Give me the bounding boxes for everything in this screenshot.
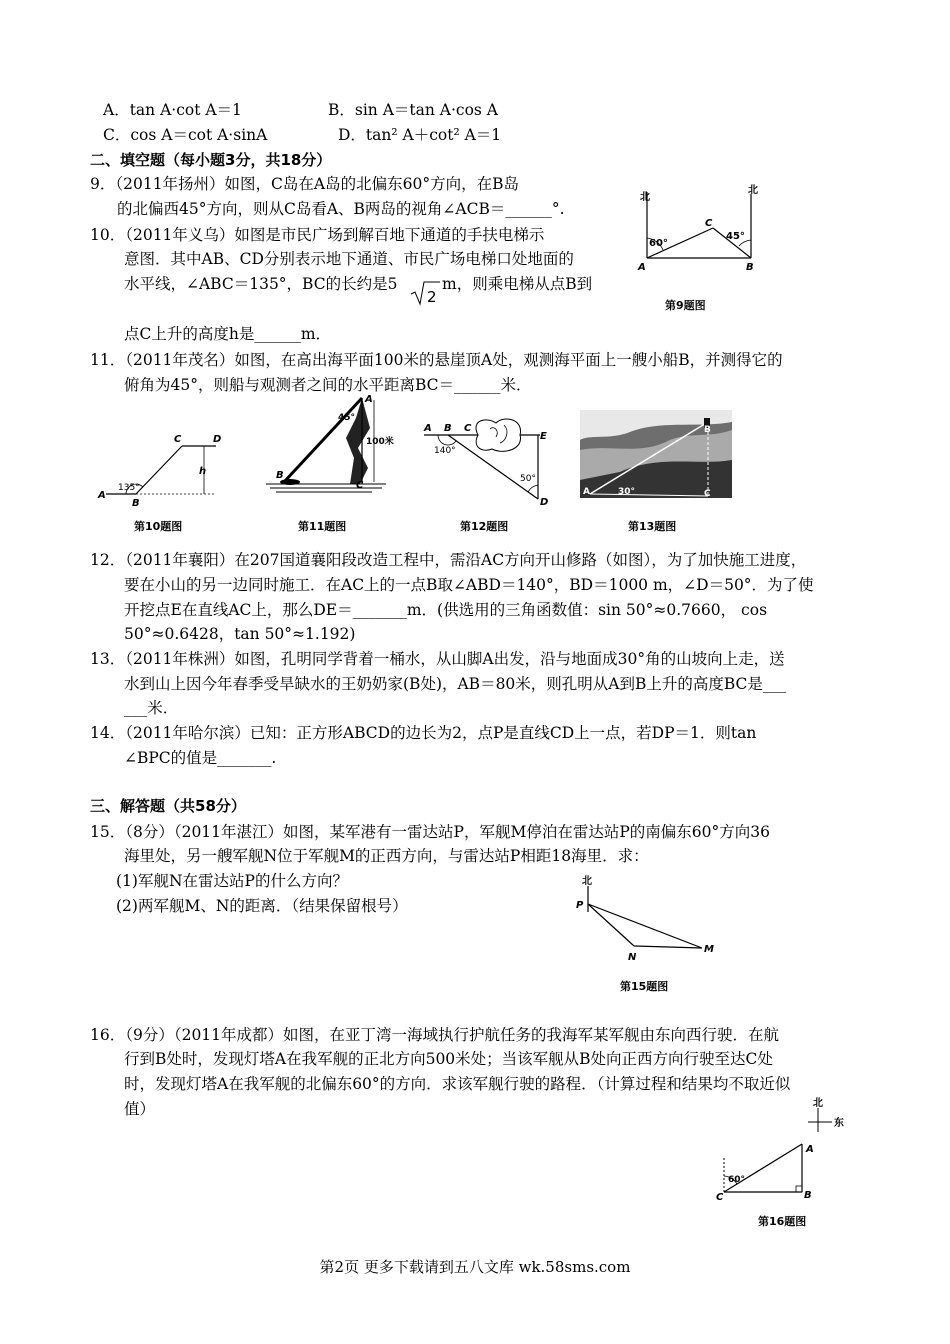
q14-line1: 14．（2011年哈尔滨）已知：正方形ABCD的边长为2，点P是直线CD上一点，若DP＝1．则tan	[90, 724, 757, 742]
q9-line1: 9．（2011年扬州）如图，C岛在A岛的北偏东60°方向，在B岛	[90, 175, 519, 193]
choice-b: B．sin A＝tan A·cos A	[328, 101, 498, 119]
section3-heading: 三、解答题（共58分）	[90, 797, 246, 815]
fig12-angle1: 140°	[434, 446, 456, 456]
fig15-label-p: P	[576, 900, 584, 911]
fig11-height: 100米	[366, 437, 394, 447]
q15-sub2: (2)两军舰M、N的距离．（结果保留根号）	[116, 897, 408, 915]
fig10-angle: 135°	[118, 483, 140, 493]
q13-line3: ___米．	[124, 699, 179, 717]
fig15-label-n: N	[628, 952, 637, 963]
q13-line1: 13．（2011年株洲）如图，孔明同学背着一桶水，从山脚A出发，沿与地面成30°角的山坡向上走，送	[90, 650, 785, 668]
fig9-angle2: 45°	[726, 231, 745, 242]
fig15-north: 北	[582, 876, 592, 887]
fig16-caption: 第16题图	[758, 1215, 807, 1228]
q10-line4: 点C上升的高度h是______m．	[124, 325, 332, 343]
fig12-label-a: A	[424, 423, 432, 434]
q16-line1: 16．（9分）（2011年成都）如图，在亚丁湾一海域执行护航任务的我海军某军舰由东向西行驶．在航	[90, 1026, 780, 1044]
q12-line1: 12．（2011年襄阳）在207国道襄阳段改造工程中，需沿AC方向开山修路（如图），为了加快施工进度，	[90, 551, 807, 569]
figure-10	[96, 430, 236, 530]
q12-line4: 50°≈0.6428，tan 50°≈1.192)	[124, 625, 356, 643]
fig16-north: 北	[813, 1098, 823, 1109]
q10-line3a: 水平线，∠ABC＝135°，BC的长约是5	[124, 275, 398, 293]
fig9-label-a: A	[638, 262, 646, 273]
fig13-label-c: C	[704, 489, 711, 499]
choice-a: A．tan A·cot A＝1	[103, 101, 242, 119]
fig13-label-b: B	[704, 425, 711, 435]
fig10-label-b: B	[132, 498, 140, 509]
fig10-label-h: h	[199, 466, 207, 477]
figure-12	[420, 415, 560, 515]
fig13-angle: 30°	[618, 487, 636, 497]
fig9-label-c: C	[705, 218, 713, 229]
fig16-label-a: A	[806, 1144, 814, 1155]
choice-c: C．cos A＝cot A·sinA	[103, 126, 268, 144]
figure-16	[712, 1092, 852, 1202]
fig12-label-b: B	[444, 423, 452, 434]
fig16-east: 东	[834, 1118, 844, 1129]
choice-d: D．tan² A＋cot² A＝1	[338, 126, 502, 144]
fig13-caption: 第13题图	[628, 520, 677, 533]
q10-line1: 10．（2011年义乌）如图是市民广场到解百地下通道的手扶电梯示	[90, 226, 545, 244]
fig11-caption: 第11题图	[298, 520, 347, 533]
q12-line3: 开挖点E在直线AC上，那么DE＝_______m．(供选用的三角函数值：sin 50°≈0.7660， cos	[124, 601, 768, 619]
q10-line2: 意图．其中AB、CD分别表示地下通道、市民广场电梯口处地面的	[124, 250, 574, 268]
q15-line2: 海里处，另一艘军舰N位于军舰M的正西方向，与雷达站P相距18海里．求：	[124, 847, 649, 865]
fig15-caption: 第15题图	[620, 980, 669, 993]
q14-line2: ∠BPC的值是_______.	[124, 749, 277, 767]
q12-line2: 要在小山的另一边同时施工．在AC上的一点B取∠ABD＝140°，BD＝1000 m，∠D＝50°．为了使	[124, 576, 814, 594]
fig12-angle2: 50°	[520, 474, 536, 484]
fig10-caption: 第10题图	[134, 520, 183, 533]
fig10-label-c: C	[174, 434, 182, 445]
fig12-label-e: E	[540, 431, 547, 442]
fig12-caption: 第12题图	[460, 520, 509, 533]
fig15-label-m: M	[704, 944, 714, 955]
q15-sub1: (1)军舰N在雷达站P的什么方向？	[116, 872, 348, 890]
section2-heading: 二、填空题（每小题3分，共18分）	[90, 151, 332, 169]
fig9-label-b: B	[746, 262, 754, 273]
fig16-angle: 60°	[728, 1175, 746, 1185]
q9-line2: 的北偏西45°方向，则从C岛看A、B两岛的视角∠ACB＝______°.	[117, 200, 565, 218]
page-footer: 第2页 更多下载请到五八文库 wk.58sms.com	[319, 1258, 631, 1276]
q13-line2: 水到山上因今年春季受旱缺水的王奶奶家(B处)，AB＝80米，则孔明从A到B上升的高度BC是___	[124, 675, 787, 693]
figure-13	[580, 410, 732, 498]
fig10-label-d: D	[213, 434, 222, 445]
q16-line3: 时，发现灯塔A在我军舰的北偏东60°的方向．求该军舰行驶的路程．（计算过程和结果均不取近似	[124, 1075, 791, 1093]
fig12-label-d: D	[540, 497, 549, 508]
fig11-label-b: B	[276, 470, 284, 481]
figure-15	[572, 872, 722, 972]
svg-text:2: 2	[427, 288, 437, 306]
fig16-label-c: C	[716, 1192, 724, 1203]
fig9-north1: 北	[640, 192, 650, 203]
fig13-label-a: A	[583, 487, 590, 497]
q11-line1: 11．（2011年茂名）如图，在高出海平面100米的悬崖顶A处，观测海平面上一艘小船B，并测得它的	[90, 351, 783, 369]
fig11-angle: 45°	[338, 413, 356, 423]
q16-line4: 值）	[124, 1100, 156, 1118]
q15-line1: 15．（8分）（2011年湛江）如图，某军港有一雷达站P，军舰M停泊在雷达站P的南偏东60°方向36	[90, 823, 770, 841]
fig11-label-a: A	[365, 394, 373, 405]
fig12-label-c: C	[464, 423, 472, 434]
fig16-label-b: B	[804, 1190, 812, 1201]
q11-line2: 俯角为45°，则船与观测者之间的水平距离BC＝______米．	[124, 376, 532, 394]
q10-line3b: m，则乘电梯从点B到	[442, 275, 593, 293]
fig11-label-c: C	[356, 480, 364, 491]
fig9-north2: 北	[748, 185, 758, 196]
fig9-caption: 第9题图	[665, 299, 706, 312]
fig10-label-a: A	[98, 490, 106, 501]
fig9-angle1: 60°	[649, 238, 668, 249]
q16-line2: 行到B处时，发现灯塔A在我军舰的正北方向500米处；当该军舰从B处向正西方向行驶至达C处	[124, 1050, 773, 1068]
figure-11	[262, 394, 394, 498]
figure-9	[635, 180, 785, 290]
